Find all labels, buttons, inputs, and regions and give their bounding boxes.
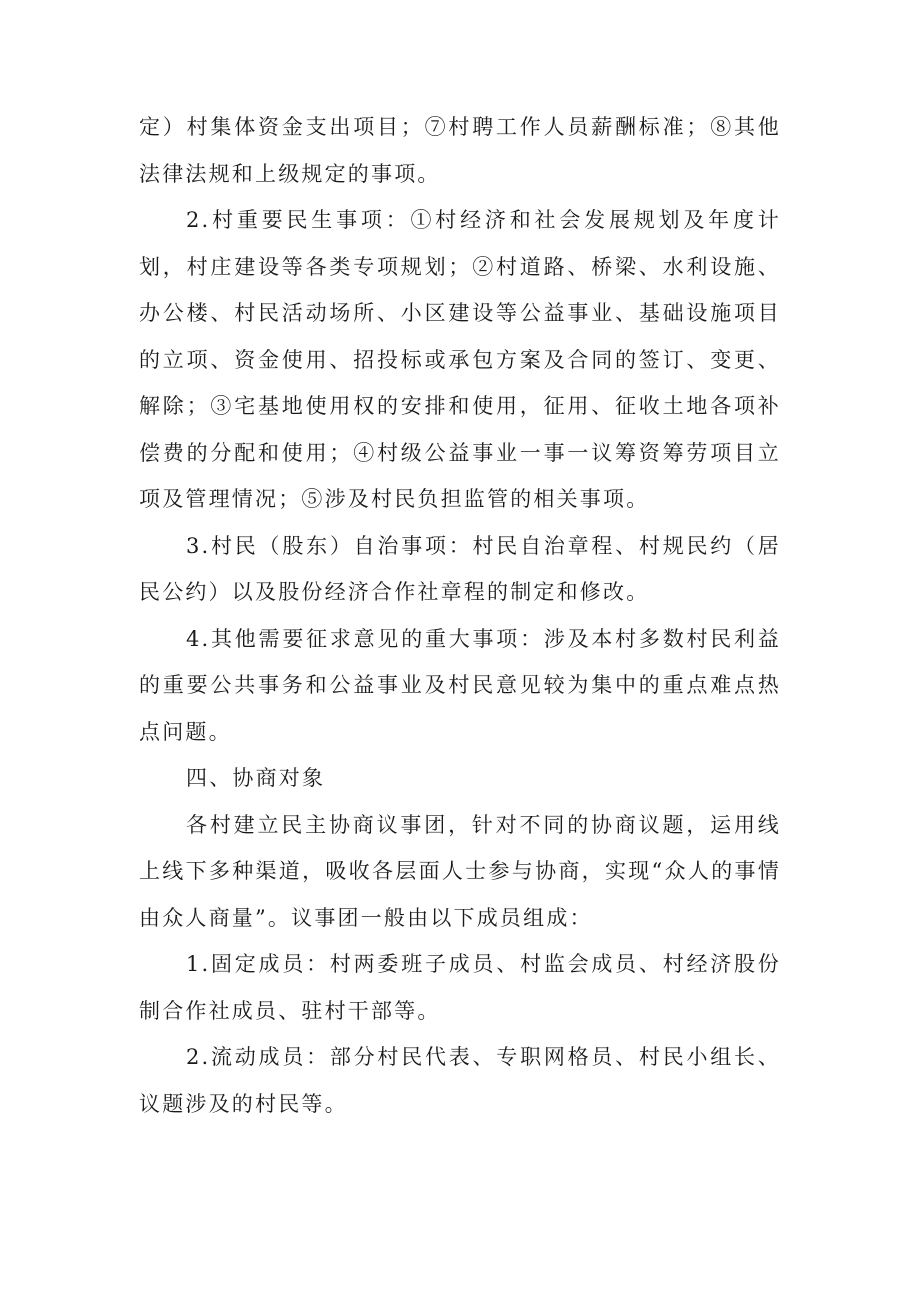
- paragraph-item-2: 2.村重要民生事项：①村经济和社会发展规划及年度计划，村庄建设等各类专项规划；②村道路、桥梁、水利设施、办公楼、村民活动场所、小区建设等公益事业、基础设施项目的立项、资金使用、招投标或承包方案及合同的签订、变更、解除；③宅基地使用权的安排和使用，征用、征收土地各项补偿费的分配和使用；④村级公益事业一事一议筹资筹劳项目立项及管理情况；⑤涉及村民负担监管的相关事项。: [139, 208, 781, 511]
- document-body: [139, 104, 781, 1127]
- paragraph-continuation: 定）村集体资金支出项目；⑦村聘工作人员薪酬标准；⑧其他法律法规和上级规定的事项。: [139, 115, 781, 186]
- section-heading: 四、协商对象: [186, 766, 326, 790]
- paragraph-item-4: 4.其他需要征求意见的重大事项：涉及本村多数村民利益的重要公共事务和公益事业及村民意见较为集中的重点难点热点问题。: [139, 626, 781, 744]
- paragraph-member-2: 2.流动成员：部分村民代表、专职网格员、村民小组长、议题涉及的村民等。: [139, 1045, 781, 1116]
- paragraph-item-3: 3.村民（股东）自治事项：村民自治章程、村规民约（居民公约）以及股份经济合作社章程的制定和修改。: [139, 533, 781, 604]
- paragraph-member-1: 1.固定成员：村两委班子成员、村监会成员、村经济股份制合作社成员、驻村干部等。: [139, 952, 781, 1023]
- paragraph-intro: 各村建立民主协商议事团，针对不同的协商议题，运用线上线下多种渠道，吸收各层面人士参与协商，实现“众人的事情由众人商量”。议事团一般由以下成员组成：: [139, 812, 781, 930]
